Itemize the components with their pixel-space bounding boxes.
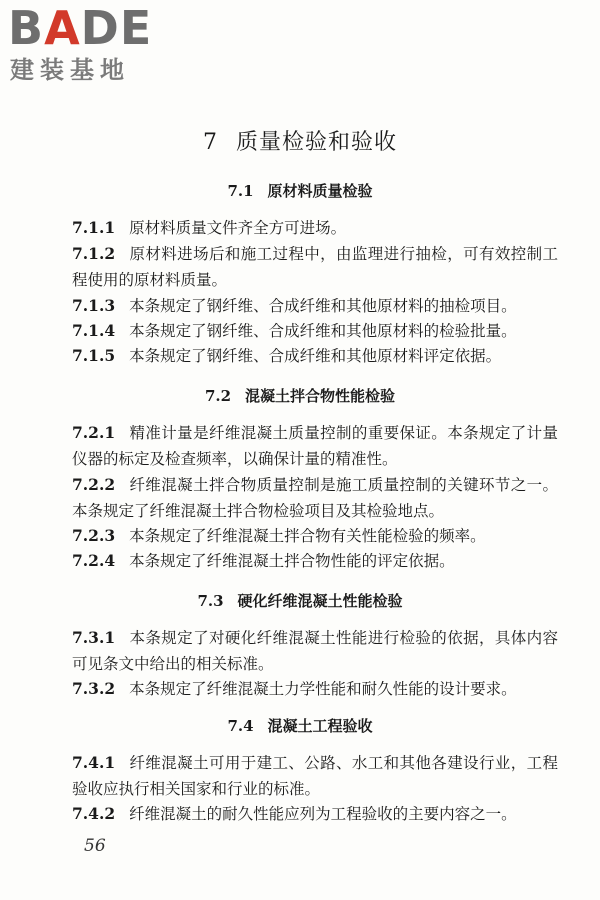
chapter-heading: 质量检验和验收	[235, 130, 397, 155]
clause-7-2-1: 7.2.1 精准计量是纤维混凝土质量控制的重要保证。本条规定了计量仪器的标定及检查频率，以确保计量的精准性。	[72, 423, 558, 468]
logo-subtitle: 建装基地	[10, 56, 130, 84]
clause-7-1-4: 7.1.4 本条规定了钢纤维、合成纤维和其他原材料的检验批量。	[72, 321, 517, 340]
clause-7-1-3: 7.1.3 本条规定了钢纤维、合成纤维和其他原材料的抽检项目。	[72, 296, 517, 315]
clause-7-2-3: 7.2.3 本条规定了纤维混凝土拌合物有关性能检验的频率。	[72, 526, 486, 545]
section-title-7-1: 7.1 原材料质量检验	[227, 182, 373, 200]
clause-7-1-5: 7.1.5 本条规定了钢纤维、合成纤维和其他原材料评定依据。	[72, 346, 502, 365]
section-title-7-4: 7.4 混凝土工程验收	[227, 717, 373, 735]
clause-7-1-2: 7.1.2 原材料进场后和施工过程中，由监理进行抽检，可有效控制工程使用的原材料质量。	[72, 244, 558, 289]
bade-logo	[8, 1, 178, 88]
clause-7-4-1: 7.4.1 纤维混凝土可用于建工、公路、水工和其他各建设行业，工程验收应执行相关国家和行业的标准。	[72, 753, 558, 798]
chapter-title	[0, 125, 600, 156]
section-title-7-3: 7.3 硬化纤维混凝土性能检验	[197, 592, 403, 610]
clause-7-2-4: 7.2.4 本条规定了纤维混凝土拌合物性能的评定依据。	[72, 551, 455, 570]
clause-7-3-2: 7.3.2 本条规定了纤维混凝土力学性能和耐久性能的设计要求。	[72, 679, 517, 698]
clause-7-2-2: 7.2.2 纤维混凝土拌合物质量控制是施工质量控制的关键环节之一。本条规定了纤维混凝土拌合物检验项目及其检验地点。	[72, 475, 558, 520]
clause-7-1-1: 7.1.1 原材料质量文件齐全方可进场。	[72, 218, 347, 237]
clause-7-3-1: 7.3.1 本条规定了对硬化纤维混凝土性能进行检验的依据，具体内容可见条文中给出的相关标准。	[72, 628, 558, 673]
page-number: 56	[84, 836, 106, 856]
chapter-number: 7	[202, 130, 218, 155]
logo-wordmark: BADE	[8, 1, 153, 55]
clause-7-4-2: 7.4.2 纤维混凝土的耐久性能应列为工程验收的主要内容之一。	[72, 804, 517, 823]
section-title-7-2: 7.2 混凝土拌合物性能检验	[204, 387, 396, 405]
